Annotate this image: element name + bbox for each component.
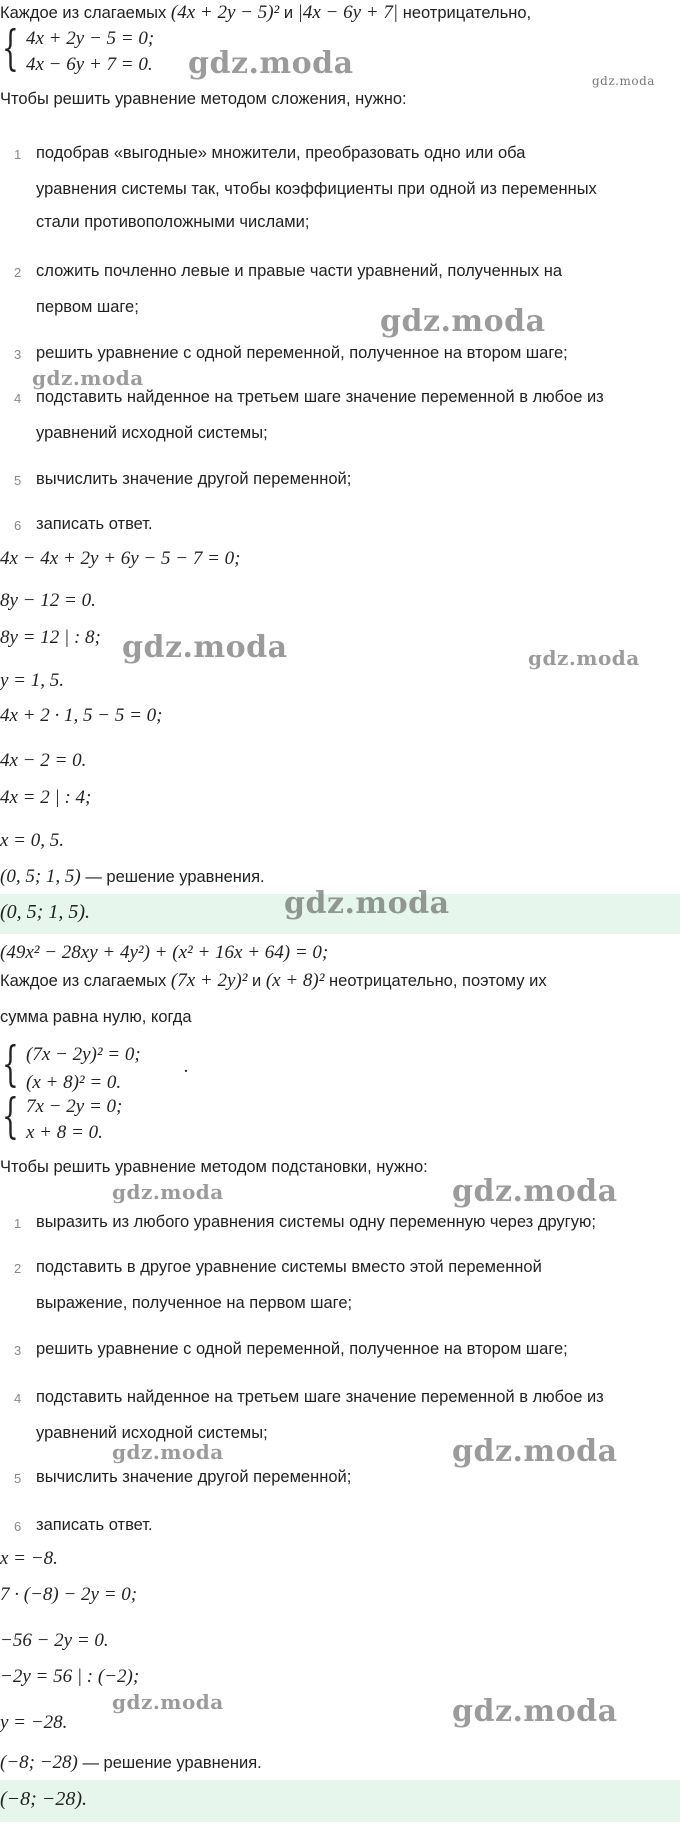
step-number: 2: [14, 265, 22, 280]
method-addition-title: Чтобы решить уравнение методом сложения, нужно:: [0, 90, 407, 108]
step-line: записать ответ.: [36, 1516, 153, 1534]
watermark: gdz.moda: [452, 1174, 618, 1209]
part-2-text-c: неотрицательно, поэтому их: [329, 972, 547, 990]
system-brace: {: [2, 1088, 19, 1144]
answer-box-2: [0, 1780, 680, 1822]
step-number: 2: [14, 1261, 22, 1276]
step-line: подставить в другое уравнение системы вместо этой переменной: [36, 1258, 542, 1276]
watermark: gdz.moda: [122, 630, 288, 665]
answer-1: (0, 5; 1, 5).: [0, 901, 90, 923]
system-brace: {: [2, 1036, 19, 1092]
solution-1-eq-8: x = 0, 5.: [0, 830, 65, 851]
solution-1-eq-4: y = 1, 5.: [0, 670, 65, 691]
watermark: gdz.moda: [32, 366, 144, 390]
solution-2-result-text: — решение уравнения.: [82, 1754, 262, 1772]
solution-2-eq-3: −56 − 2y = 0.: [0, 1630, 109, 1651]
watermark: gdz.moda: [112, 1690, 224, 1714]
solution-1-eq-7: 4x = 2 | : 4;: [0, 787, 92, 808]
intro-text-b: и: [283, 4, 294, 22]
solution-2-eq-5: y = −28.: [0, 1712, 68, 1733]
step-line: записать ответ.: [36, 515, 153, 533]
step-line: подставить найденное на третьем шаге значение переменной в любое из: [36, 1388, 604, 1406]
intro-expr-a: (4x + 2y − 5)²: [170, 2, 280, 23]
step-line: вычислить значение другой переменной;: [36, 470, 352, 488]
step-number: 6: [14, 518, 22, 533]
solution-2-result-expr: (−8; −28): [0, 1752, 78, 1773]
solution-2-eq-2: 7 · (−8) − 2y = 0;: [0, 1584, 138, 1605]
step-line: подставить найденное на третьем шаге значение переменной в любое из: [36, 388, 604, 406]
step-number: 5: [14, 473, 22, 488]
watermark: gdz.moda: [592, 74, 655, 88]
answer-2: (−8; −28).: [0, 1788, 87, 1810]
watermark: gdz.moda: [112, 1440, 224, 1464]
step-number: 4: [14, 391, 22, 406]
method-substitution-title: Чтобы решить уравнение методом подстановки, нужно:: [0, 1158, 428, 1176]
step-number: 1: [14, 147, 22, 162]
step-line: уравнений исходной системы;: [36, 424, 268, 442]
solution-1-eq-3: 8y = 12 | : 8;: [0, 627, 101, 648]
watermark: gdz.moda: [528, 646, 640, 670]
system-3-eq-1: 7x − 2y = 0;: [26, 1096, 123, 1117]
intro-text-a: Каждое из слагаемых: [0, 4, 167, 22]
intro-expr-b: |4x − 6y + 7|: [297, 2, 399, 23]
step-line: решить уравнение с одной переменной, полученное на втором шаге;: [36, 1340, 568, 1358]
step-line: уравнений исходной системы;: [36, 1424, 268, 1442]
system-2-eq-1: (7x − 2y)² = 0;: [26, 1044, 141, 1065]
solution-1-eq-2: 8y − 12 = 0.: [0, 590, 96, 611]
watermark: gdz.moda: [452, 1694, 618, 1729]
solution-1-result-text: — решение уравнения.: [85, 868, 265, 886]
watermark: gdz.moda: [452, 1434, 618, 1469]
step-line: вычислить значение другой переменной;: [36, 1468, 352, 1486]
system-brace: {: [2, 20, 19, 76]
step-line: первом шаге;: [36, 298, 139, 316]
part-2-text-b: и: [252, 972, 262, 990]
step-line: сложить почленно левые и правые части уравнений, полученных на: [36, 262, 563, 280]
step-number: 5: [14, 1471, 22, 1486]
system-1-eq-1: 4x + 2y − 5 = 0;: [26, 28, 155, 49]
step-line: выражение, полученное на первом шаге;: [36, 1294, 353, 1312]
step-line: уравнения системы так, чтобы коэффициенты при одной из переменных: [36, 180, 597, 198]
solution-1-eq-1: 4x − 4x + 2y + 6y − 5 − 7 = 0;: [0, 548, 241, 569]
step-number: 1: [14, 1216, 22, 1231]
watermark: gdz.moda: [284, 886, 450, 921]
watermark: gdz.moda: [112, 1180, 224, 1204]
solution-2-eq-4: −2y = 56 | : (−2);: [0, 1666, 140, 1687]
step-number: 4: [14, 1391, 22, 1406]
solution-1-eq-6: 4x − 2 = 0.: [0, 750, 87, 771]
system-2-eq-2: (x + 8)² = 0.: [26, 1072, 122, 1093]
step-number: 3: [14, 347, 22, 362]
step-number: 6: [14, 1519, 22, 1534]
part-2-text-a: Каждое из слагаемых: [0, 972, 167, 990]
part-2-expr-b: (x + 8)²: [265, 970, 325, 991]
part-2-eq-0: (49x² − 28xy + 4y²) + (x² + 16x + 64) = 0;: [0, 942, 329, 963]
part-2-expr-a: (7x + 2y)²: [170, 970, 248, 991]
intro-text-c: неотрицательно,: [402, 4, 532, 22]
solution-2-eq-1: x = −8.: [0, 1548, 58, 1569]
solution-1-result: [0, 866, 265, 888]
intro-line: [0, 2, 531, 24]
solution-1-result-expr: (0, 5; 1, 5): [0, 866, 81, 887]
part-2-intro-line: [0, 970, 547, 992]
watermark: gdz.moda: [380, 304, 546, 339]
step-number: 3: [14, 1343, 22, 1358]
part-2-text-d: сумма равна нулю, когда: [0, 1008, 192, 1026]
solution-1-eq-5: 4x + 2 · 1, 5 − 5 = 0;: [0, 705, 163, 726]
watermark: gdz.moda: [188, 46, 354, 81]
step-line: выразить из любого уравнения системы одну переменную через другую;: [36, 1213, 596, 1231]
step-line: стали противоположными числами;: [36, 213, 310, 231]
system-1-eq-2: 4x − 6y + 7 = 0.: [26, 54, 153, 75]
solution-2-result: [0, 1752, 262, 1774]
system-2-tail: .: [184, 1056, 189, 1077]
step-line: решить уравнение с одной переменной, полученное на втором шаге;: [36, 344, 568, 362]
system-3-eq-2: x + 8 = 0.: [26, 1122, 103, 1143]
step-line: подобрав «выгодные» множители, преобразовать одно или оба: [36, 144, 526, 162]
